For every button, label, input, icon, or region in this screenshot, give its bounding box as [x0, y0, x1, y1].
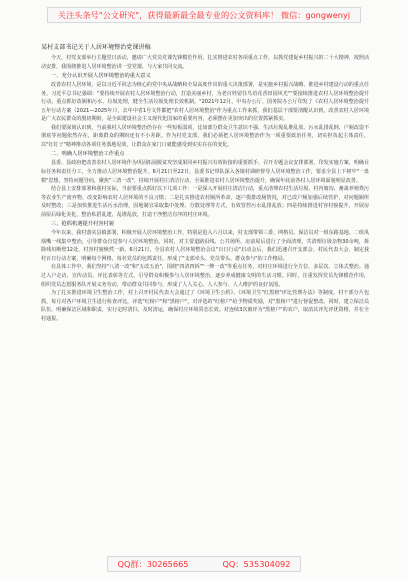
document-title: 某村支部书记关于人居环境整治党课讲稿 — [41, 44, 151, 51]
paragraph: 在具体工作中，我们坚持"八清一改"和"五改五治"，围绕"四清四拆""一牌一改"等重点任务，对村庄环境进行全方位、多层次、立体式整治。通过入户走访、宣传动员、评比表彰等方式，引导群众积极参与人居环境整治，逐步养成健康文明的生活习惯。同时，注重发挥党员先锋模范作用，组织党员志愿服务队开展义务劳动，带动群众共同参与，形成了人人关心、人人参与、人人维护的良好氛围。 — [41, 264, 369, 288]
document-blocks — [41, 54, 369, 323]
paragraph: 今年以来，我村落实县镇部署，积极开展人居环境整治工作，特别是进入六月以来，村支部带领三委、网格员、保洁员对一组东路基地、二组凤凰嘴一线集中整治，引导群众自觉参与人居环境整治。同时，对主要道路沿线、公共场所、房前屋后进行了全面清理，共清理垃圾杂物30余吨，拆除残垣断壁12处，村容村貌焕然一新。6月21日，全县农村人居环境整治会议"百日行动"启动会后，我们迅速召开支部会、村民代表大会，制定我村百日行动方案，明确每个网格、每名党员的包抓责任，形成了"支部牵头、党员带头、群众参与"的工作格局。 — [41, 230, 369, 262]
paragraph: 改善农村人居环境，是以习近平同志为核心的党中央从战略和全局高度作出的重大决策部署，是实施乡村振兴战略、推进乡村建设行动的重点任务。习近平总书记强调："要持续开展农村人居环境整治行动，打造美丽乡村，为老百姓留住鸟语花香田园风光""要接续推进农村人居环境整治提升行动，重点抓好改厕和污水、垃圾处理，健全生活垃圾处理长效机制。"2021年12月，中央办公厅、国务院办公厅印发了《农村人居环境整治提升五年行动方案（2021—2025年）》，去年中省1号文件都把"农村人居环境整治"作为重点工作来抓，我们基层干部要清醒认识到，改善农村人居环境是广大农民群众的殷切期盼，是全面建设社会主义现代化国家的重要内容，必须摆在更加突出的位置抓紧抓实。 — [41, 82, 369, 123]
paragraph: 今天，村党支部举行主题党日活动，邀请广大党员党课先锋模范作用，扎实推进农村各项重点工作，以抓党建促乡村振兴的二十大精神，按照活动安排，我围绕推进人居环境整治讲一堂党课，与大家共同交流。 — [41, 55, 369, 70]
section-heading: 三、抢抓机遇提升村容村貌 — [51, 221, 114, 228]
section-heading: 二、明确人居环境整治工作重点 — [51, 151, 125, 158]
qq-group: QQ群：30265665 — [117, 558, 189, 569]
top-banner — [0, 4, 408, 26]
bottom-banner — [0, 554, 408, 574]
paragraph: 为了扎实推进环境卫生整治工作，村上召开村民代表大会通过了《环境卫生公约》，《环境卫生"红黑榜"评比管理办法》等制度，村干部分片包抓，每月对各户环境卫生进行检查评比，评选"红榜户"和"黑榜户"，对评选的"红榜户"给予物质奖励，对"黑榜户"进行督促整改。同时，建立保洁员队伍，明确保洁区域和职责，实行定时清扫、及时清运，确保村庄环境常态长效。对连续3次被评为"黑榜户"的农户，取消其评先评优资格，并在全村通报。 — [41, 290, 369, 322]
bottom-banner-inner — [107, 556, 302, 572]
top-banner-text: 关注头条号"公文研究"，获得最新最全最专业的公文资料库！ 微信：gongwenyj — [47, 7, 361, 23]
paragraph: 县委、县政府把改善农村人居环境作为巩固拓展脱贫攻坚成果同乡村振兴有效衔接的重要抓手，召开专题会议安排部署，印发实施方案，明确目标任务和责任分工，全力推动人居环境整治提升。6月21日至22日，县委书记带队深入各镇村调研督导人居环境整治工作，要求全县上下树牢"一盘棋"思想，坚持问题导向，聚焦"三清一改"，持续开展村庄清洁行动，全面推进农村人居环境整治提升，确保年底前各村人居环境面貌明显改善。 — [41, 160, 369, 184]
paragraph: 结合县上安排部署和我村实际，当前要重点抓好以下几项工作：一是深入开展村庄清洁行动，重点清理农村生活垃圾、村内塘沟、畜禽养殖粪污等农业生产废弃物，改变影响农村人居环境的不良习惯；二是扎实推进农村厕所革命，逐户摸排改厕情况，对已改户厕加强后续管护，对问题厕所及时整改；三是加快推进生活污水治理，因地制宜采取集中处理、分散处理等方式，有效管控污水乱排乱放；四是持续推进村容村貌提升，开展房前屋后绿化美化，整治私搭乱建、乱堆乱放，打造干净整洁有序的村庄环境。 — [41, 186, 369, 218]
section-heading: 一、充分认识开展人居环境整治的重大意义 — [51, 73, 151, 80]
document-body — [41, 43, 369, 542]
paragraph: 我们要深刻认识到，当前我村人居环境整治仍存在一些短板弱项，比如部分群众卫生意识不强、生活垃圾乱堆乱放、污水乱排乱倒、户厕改造不彻底等问题依然存在，距离群众的期盼还有不小差距。作为村党支部，我们必须把人居环境整治作为一项重要政治任务，切实担负起主体责任，以"钉钉子"精神推动各项任务落地见效，让群众在家门口就能感受到实实在在的变化。 — [41, 124, 369, 148]
qq-contact: QQ：535304092 — [222, 558, 291, 569]
